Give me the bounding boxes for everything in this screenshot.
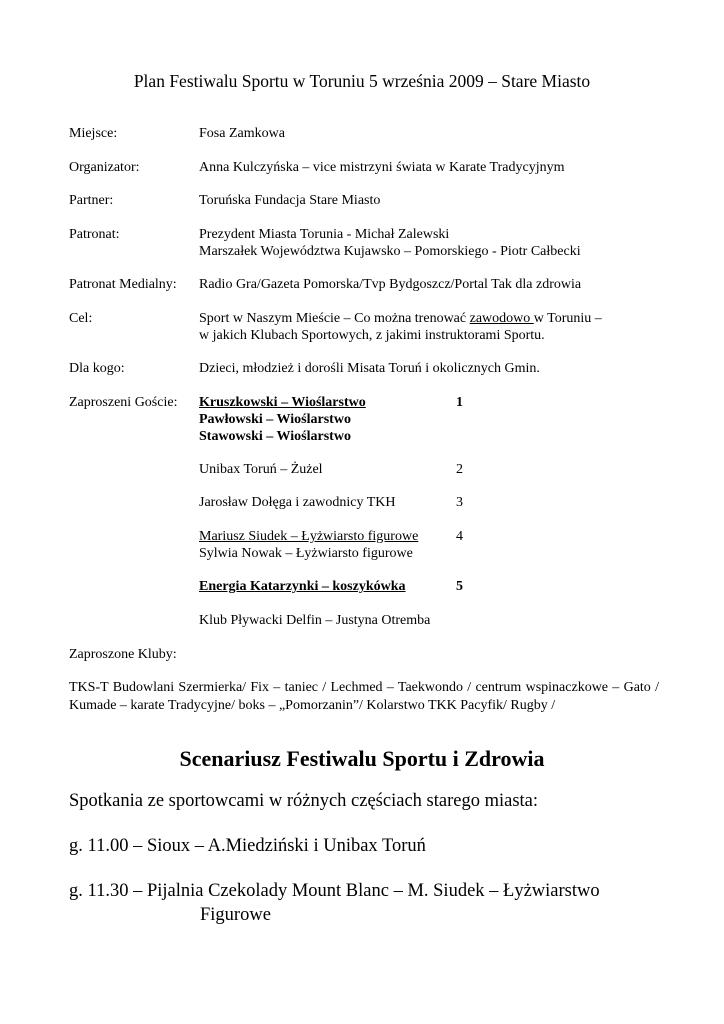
guest-number-3: 3: [456, 495, 463, 510]
guest-siudek: Mariusz Siudek – Łyżwiarsto figurowe: [199, 529, 419, 544]
guest-number-1: 1: [456, 395, 463, 410]
value-patronat-2: Marszałek Województwa Kujawsko – Pomorskiego - Piotr Całbecki: [199, 244, 581, 259]
scenario-item-2-cont: Figurowe: [200, 905, 271, 925]
value-cel-1: [199, 310, 602, 327]
label-dla-kogo: Dla kogo:: [69, 361, 125, 376]
document-title: Plan Festiwalu Sportu w Toruniu 5 września 2009 – Stare Miasto: [133, 71, 591, 91]
value-dla-kogo: Dzieci, młodzież i dorośli Misata Toruń i okolicznych Gmin.: [199, 361, 540, 376]
scenario-intro: Spotkania ze sportowcami w różnych częściach starego miasta:: [69, 791, 539, 811]
value-cel-1b: zawodowo: [469, 311, 534, 326]
value-cel-2: w jakich Klubach Sportowych, z jakimi instruktorami Sportu.: [199, 328, 545, 343]
label-cel: Cel:: [69, 311, 93, 326]
value-miejsce: Fosa Zamkowa: [199, 126, 285, 141]
label-partner: Partner:: [69, 193, 114, 208]
clubs-list: TKS-T Budowlani Szermierka/ Fix – taniec / Lechmed – Taekwondo / centrum wspinaczkowe – Gato / Kumade – karate Tradycyjne/ boks – „Pomorzanin”/ Kolarstwo TKK Pacyfik/ Rugby /: [69, 680, 659, 713]
label-patronat-medialny: Patronat Medialny:: [69, 277, 177, 292]
guest-unibax: Unibax Toruń – Żużel: [199, 462, 323, 477]
label-miejsce: Miejsce:: [69, 126, 118, 141]
guest-stawowski: Stawowski – Wioślarstwo: [199, 429, 351, 444]
value-organizator: Anna Kulczyńska – vice mistrzyni świata w Karate Tradycyjnym: [199, 160, 565, 175]
label-patronat: Patronat:: [69, 227, 120, 242]
scenario-item-1: g. 11.00 – Sioux – A.Miedziński i Unibax Toruń: [69, 836, 426, 856]
guest-number-2: 2: [456, 462, 463, 477]
label-organizator: Organizator:: [69, 160, 140, 175]
guest-kruszkowski: Kruszkowski – Wioślarstwo: [199, 395, 366, 410]
label-guests: Zaproszeni Goście:: [69, 395, 178, 410]
guest-dolega: Jarosław Dołęga i zawodnicy TKH: [199, 495, 396, 510]
guest-number-5: 5: [456, 579, 463, 594]
scenario-item-2: g. 11.30 – Pijalnia Czekolady Mount Blanc – M. Siudek – Łyżwiarstwo: [69, 881, 600, 901]
value-cel-1a: Sport w Naszym Mieście – Co można trenować: [199, 311, 470, 326]
value-patronat-1: Prezydent Miasta Torunia - Michał Zalewski: [199, 227, 450, 242]
value-partner: Toruńska Fundacja Stare Miasto: [199, 193, 381, 208]
scenario-heading: Scenariusz Festiwalu Sportu i Zdrowia: [179, 746, 545, 771]
guest-energia: Energia Katarzynki – koszykówka: [199, 579, 406, 594]
value-patronat-medialny: Radio Gra/Gazeta Pomorska/Tvp Bydgoszcz/Portal Tak dla zdrowia: [199, 277, 582, 292]
label-clubs: Zaproszone Kluby:: [69, 647, 177, 662]
guest-delfin: Klub Pływacki Delfin – Justyna Otremba: [199, 613, 431, 628]
guest-number-4: 4: [456, 529, 463, 544]
value-cel-1c: w Toruniu –: [533, 311, 602, 326]
guest-nowak: Sylwia Nowak – Łyżwiarsto figurowe: [199, 546, 413, 561]
guest-pawlowski: Pawłowski – Wioślarstwo: [199, 412, 351, 427]
